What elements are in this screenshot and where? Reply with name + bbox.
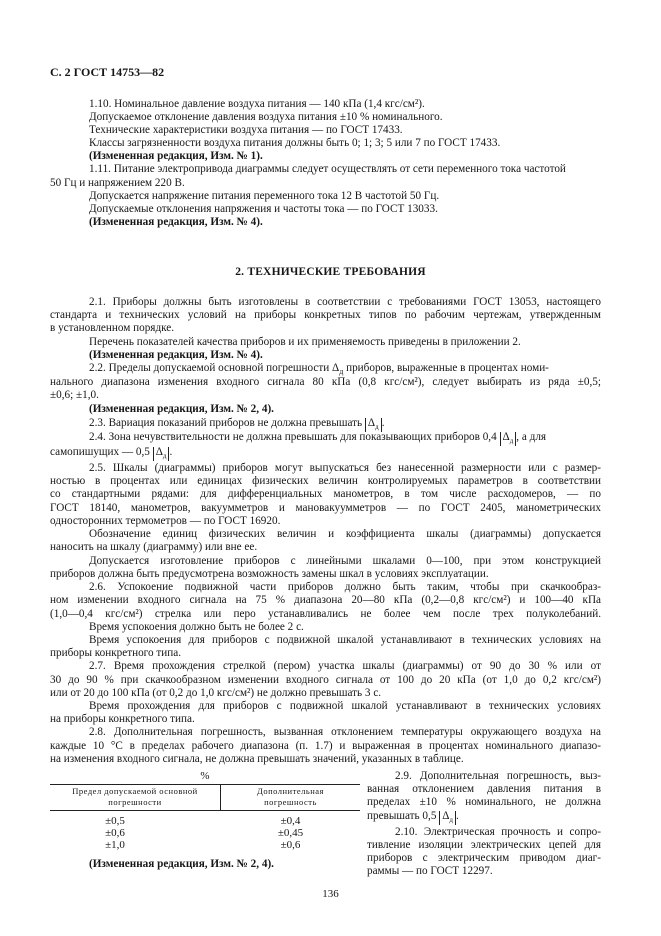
para-2-1: 2.1. Приборы должны быть изготовлены в соответствии с требованиями ГОСТ 13053, настоящего	[89, 296, 601, 308]
text-line: Перечень показателей качества приборов и их применяемость приведены в приложении 2.	[89, 336, 521, 348]
subscript: д	[339, 367, 344, 377]
table-rule	[50, 784, 360, 785]
text-line: приборов с электрическим приводом диаг-	[367, 852, 601, 864]
text-span: 2.4. Зона нечувствительности не должна превышать для показывающих приборов 0,4	[89, 431, 497, 443]
text-span: 2.2. Пределы допускаемой основной погрешности Δ	[89, 362, 340, 374]
text-line: раммы — по ГОСТ 12297.	[367, 865, 493, 877]
text-line: Обозначение единиц физических величин и коэффициента шкалы (диаграммы) допускается	[89, 528, 601, 540]
text-line: ностью в процентах или единицах физических величин контролируемых параметров в соответствии	[50, 475, 601, 487]
text-line: (1,0—0,4 кгс/см²) стрелка или перо устанавливались не более чем после трех полуколебаний.	[50, 608, 601, 620]
delta-symbol: Δ	[367, 417, 376, 429]
page-number: 136	[322, 888, 339, 900]
text-line: ГОСТ 18140, манометров, вакуумметров и мановакуумметров — по ГОСТ 2405, манометрических	[50, 502, 601, 514]
abs-delta	[439, 811, 456, 825]
text-line: Время прохождения для приборов с подвижной шкалой устанавливают в технических условиях	[89, 700, 601, 712]
text-line: со стандартными рядами: для дифференциальных манометров, в том числе расходомеров, — по	[50, 488, 601, 500]
text-span: приборов, выраженные в процентах номи-	[343, 362, 549, 374]
delta-symbol: Δ	[442, 810, 450, 822]
table-cell: ±0,5	[105, 815, 125, 827]
abs-delta	[153, 447, 170, 461]
text-line: на изменения входного сигнала, не должна превышать значений, указанных в таблице.	[50, 753, 464, 765]
para-2-4	[89, 431, 601, 446]
text-line: каждые 10 °С в пределах рабочего диапазона (п. 1.7) и выраженная в процентах номинального диапазо-	[50, 740, 601, 752]
para-2-10: 2.10. Электрическая прочность и сопро-	[395, 826, 601, 838]
text-line: приборы конкретного типа.	[50, 647, 181, 659]
text-line: Допускается напряжение питания переменного тока 12 В частотой 50 Гц.	[89, 190, 440, 202]
table-cell: ±0,6	[280, 839, 301, 851]
text-line: 30 до 90 % при скачкообразном изменении входного сигнала от 100 до 20 кПа (от 1,0 до 0,2 кгс/см²)	[50, 674, 601, 686]
text-line: Допускаемое отклонение давления воздуха питания ±10 % номинального.	[89, 111, 443, 123]
table-rule	[50, 810, 360, 811]
delta-symbol: Δ	[155, 446, 163, 458]
text-line: в установленном порядке.	[50, 322, 175, 334]
text-line: превышать 0,5 $\Delta_д$ .	[367, 810, 459, 825]
text-line: 50 Гц и напряжением 220 В.	[50, 177, 185, 189]
para-1-10: 1.10. Номинальное давление воздуха питания — 140 кПа (1,4 кгс/см²).	[89, 98, 425, 110]
text-line: пределах ±10 % номинального, не должна	[367, 796, 601, 808]
revision-note: (Измененная редакция, Изм. № 2, 4).	[89, 403, 274, 415]
text-line: ±0,6; ±1,0.	[50, 389, 99, 401]
revision-note: (Измененная редакция, Изм. № 1).	[89, 150, 263, 162]
table-cell: ±0,4	[280, 815, 301, 827]
para-2-8: 2.8. Дополнительная погрешность, вызванная отклонением температуры окружающего воздуха на	[89, 726, 601, 738]
table-cell: ±0,45	[277, 827, 304, 839]
para-2-6: 2.6. Успокоение подвижной части приборов должно быть таким, чтобы при скачкообраз-	[89, 581, 601, 593]
text-line: Классы загрязненности воздуха питания должны быть 0; 1; 3; 5 или 7 по ГОСТ 17433.	[89, 137, 501, 149]
table-unit: %	[200, 770, 210, 782]
subscript: д	[449, 816, 453, 825]
section-title: 2. ТЕХНИЧЕСКИЕ ТРЕБОВАНИЯ	[235, 266, 426, 278]
text-line: наносить на шкалу (диаграмму) или вне ее.	[50, 541, 258, 553]
para-2-9: 2.9. Дополнительная погрешность, выз-	[395, 770, 601, 782]
text-line: Допускаемые отклонения напряжения и частоты тока — по ГОСТ 13033.	[89, 203, 438, 215]
table-header-additional	[221, 786, 360, 808]
para-2-3: 2.3. Вариация показаний приборов не должна превышать $\Delta_д$ .	[89, 417, 385, 432]
table-header-main	[50, 786, 220, 808]
text-line: самопишущих — 0,5 $\Delta_д$ .	[50, 446, 173, 461]
text-line: тивление изоляции электрических цепей для	[367, 839, 601, 851]
text-line: Допускается изготовление приборов с линейными шкалами 0—100, при этом конструкцией	[89, 555, 601, 567]
text-line: на приборы конкретного типа.	[50, 713, 195, 725]
text-line: ванная отклонением давления питания в	[367, 783, 601, 795]
abs-delta	[500, 432, 517, 446]
text-span: самопишущих — 0,5	[50, 446, 150, 458]
para-2-5: 2.5. Шкалы (диаграммы) приборов могут выпускаться без нанесенной размерности или с размер-	[89, 462, 601, 474]
subscript: д	[375, 423, 379, 432]
text-line: ном изменении входного сигнала на 75 % диапазона 20—80 кПа (0,2—0,8 кгс/см²) и 100—40 кПа	[50, 594, 601, 606]
text-line: нального диапазона изменения входного сигнала 80 кПа (0,8 кгс/см²), следует выбирать из ряда ±0,5;	[50, 376, 601, 388]
text-line: односторонних термометров — по ГОСТ 16920.	[50, 515, 281, 527]
subscript: д	[509, 437, 514, 446]
text-line: стандарта и технических условий на приборы конкретных типов по рабочим чертежам, утвержденным	[50, 309, 601, 321]
table-cell: ±1,0	[105, 839, 125, 851]
page-header: С. 2 ГОСТ 14753—82	[50, 65, 165, 79]
header-line: Дополнительная	[257, 786, 324, 796]
table-cell: ±0,6	[105, 827, 125, 839]
text-span: , а для	[516, 431, 547, 443]
header-line: Предел допускаемой основной	[72, 786, 198, 796]
revision-note: (Измененная редакция, Изм. № 2, 4).	[89, 858, 274, 870]
para-2-7: 2.7. Время прохождения стрелкой (пером) участка шкалы (диаграммы) от 90 до 30 % или от	[89, 660, 601, 672]
para-1-11: 1.11. Питание электропривода диаграммы следует осуществлять от сети переменного тока частотой	[89, 163, 566, 175]
subscript: д	[162, 452, 167, 461]
text-line: приборов должна быть предусмотрена возможность замены шкал в условиях эксплуатации.	[50, 568, 489, 580]
text-line: Время успокоения для приборов с подвижной шкалой устанавливают в технических условиях на	[89, 634, 601, 646]
header-line: погрешности	[108, 797, 162, 807]
text-span: превышать 0,5	[367, 810, 437, 822]
delta-symbol: Δ	[502, 431, 510, 443]
header-line: погрешность	[264, 797, 317, 807]
text-line: Технические характеристики воздуха питания — по ГОСТ 17433.	[89, 124, 403, 136]
revision-note: (Измененная редакция, Изм. № 4).	[89, 216, 263, 228]
revision-note: (Измененная редакция, Изм. № 4).	[89, 349, 263, 361]
text-line: Время успокоения должно быть не более 2 с.	[89, 621, 304, 633]
text-line: или от 20 до 100 кПа (от 0,2 до 1,0 кгс/см²) не должно превышать 3 с.	[50, 687, 382, 699]
text-span: 2.3. Вариация показаний приборов не должна превышать	[89, 417, 363, 429]
